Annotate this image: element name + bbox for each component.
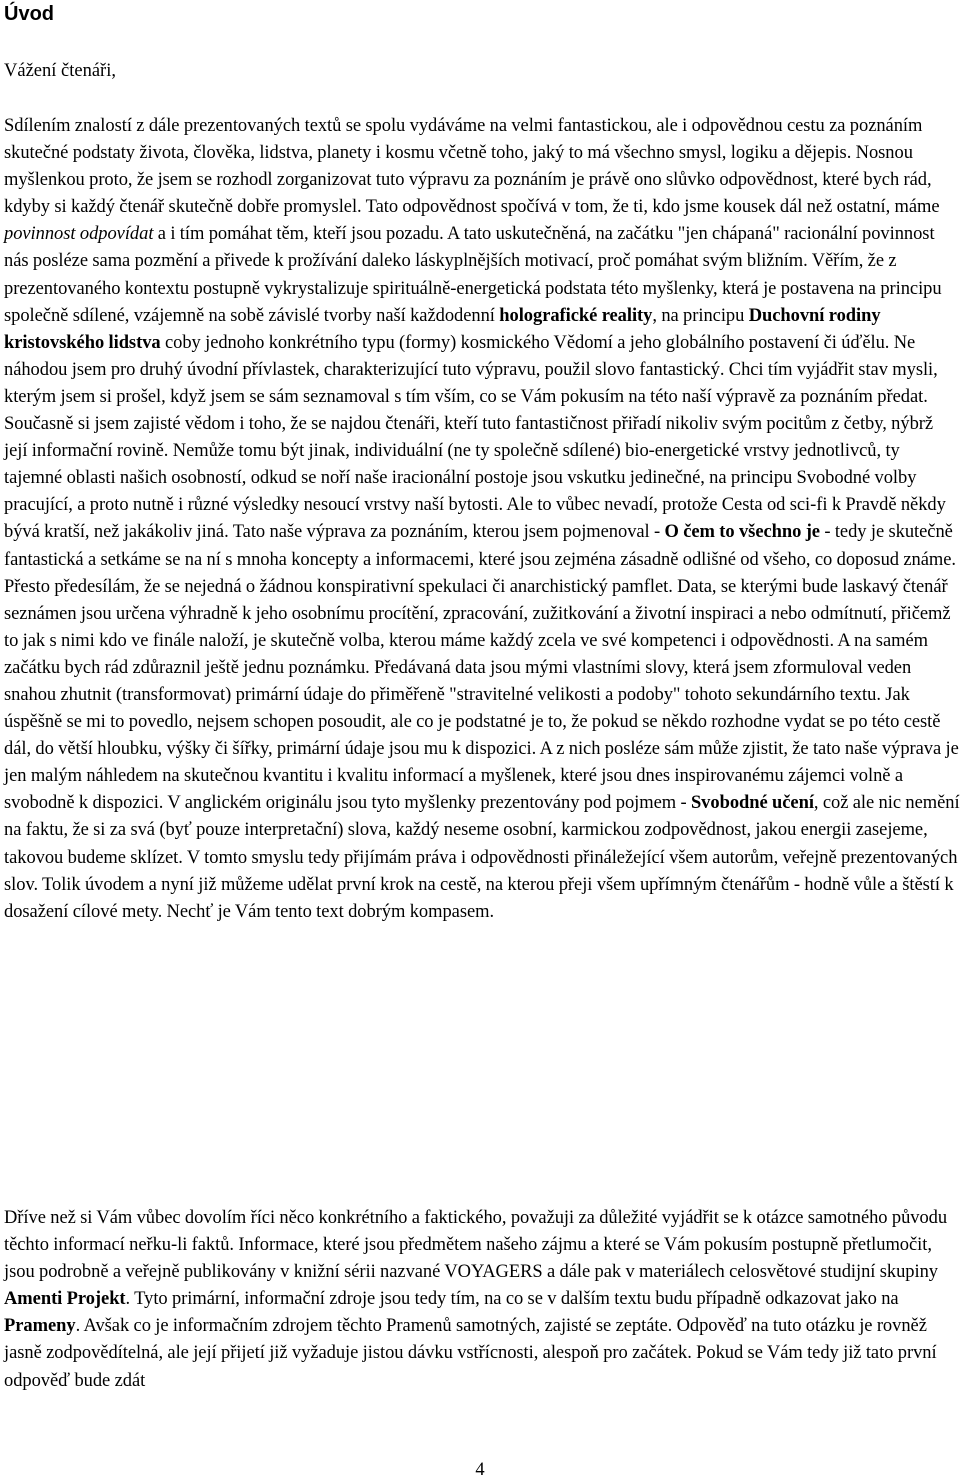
bold-term: Svobodné učení [690, 793, 814, 814]
text-run: a i tím pomáhat těm, kteří jsou pozadu. A tato uskutečněná, na začátku "jen chápaná" racionální povinnost nás posléze sama pozmění a přivede k prožívání daleko láskyplnějších motivací, proč pomáhat svým bližním. Věřím, že z prezentovaného kontextu postupně vykrystalizuje spirituálně-energetická podstata této myšlenky, která je postavena na principu společně sdílené, vzájemně na sobě závislé tvorby naší každodenní [4, 224, 942, 326]
text-run: - tedy je skutečně fantastická a setkáme se na ní s mnoha koncepty a informacemi, které jsou zejména zásadně odlišné od všeho, co doposud známe. Přesto předesílám, že se nejedná o žádnou konspirativní spekulaci či anarchistický pamflet. Data, se kterými bude laskavý čtenář seznámen jsou určena výhradně k jeho osobnímu procítění, zpracování, zužitkování a životní inspiraci a nebo odmítnutí, přičemž to jak s nimi kdo ve finále naloží, je skutečně volba, kterou máme každý zcela ve své kompetenci i odpovědnosti. A na samém začátku bych rád zdůraznil ještě jednu poznámku. Předávaná data jsou mými vlastními slovy, která jsem zformuloval veden snahou zhutnit (transformovat) primární údaje do přiměřeně "stravitelné velikosti a podoby" tohoto sekundárního textu. Jak úspěšně se mi to povedlo, nejsem schopen posoudit, ale co je podstatné je to, že pokud se někdo rozhodne vydat se po této cestě dál, do větší hloubku, výšky či šířky, primární údaje jsou mu k dispozici. A z nich posléze sám může zjistit, že tato naše výprava je jen malým náhledem na skutečnou kvantitu i kvalitu informací a myšlenek, které jsou dnes inspirovanému zájemci volně a svobodně k dispozici. V anglickém originálu jsou tyto myšlenky prezentovány pod pojmem - [4, 522, 959, 814]
bold-term: Duchovní rodiny kristovského lidstva [4, 305, 881, 353]
text-run: coby jednoho konkrétního typu (formy) kosmického Vědomí a jeho globálního postavení či úďělu. Ne náhodou jsem pro druhý úvodní přívlastek, charakterizující tuto výpravu, použil slovo fantastický. Chci tím vyjádřit stav mysli, kterým jsem si prošel, když jsem se sám seznamoval s tím vším, co se Vám pokusím na této naší výpravě za poznáním předat. Současně si jsem zajisté vědom i toho, že se najdou čtenáři, kteří tuto fantastičnost přiřadí nikoliv svým pocitům z četby, nýbrž její informační rovině. Nemůže tomu být jinak, individuální (ne ty společně sdílené) bio-energetické vrstvy jednotlivců, ty tajemné oblasti našich osobností, odkud se noří naše iracionální postoje jsou vskutku jedinečné, na principu Svobodné volby pracující, a proto nutně i různé výsledky nesoucí vrstvy naší bytosti. Ale to vůbec nevadí, protože Cesta od sci-fi k Pravdě někdy bývá kratší, než jakákoliv jiná. Tato naše výprava za poznáním, kterou jsem pojmenoval - [4, 332, 946, 543]
emphasis-text: povinnost odpovídat [4, 224, 154, 245]
bold-term: Prameny [4, 1316, 76, 1337]
text-run: Sdílením znalostí z dále prezentovaných textů se spolu vydáváme na velmi fantastickou, ale i odpovědnou cestu za poznáním skutečné podstaty života, člověka, lidstva, planety i kosmu včetně toho, jaký to má všechno smysl, logiku a dějepis. Nosnou myšlenkou proto, že jsem se rozhodl zorganizovat tuto výpravu za poznáním je právě ono slůvko odpovědnost, které bych rád, kdyby si každý čtenář skutečně dobře promyslel. Tato odpovědnost spočívá v tom, že ti, kdo jsme kousek dál než ostatní, máme [4, 116, 940, 218]
greeting: Vážení čtenáři, [4, 61, 116, 81]
bold-term: O čem to všechno je [664, 522, 820, 543]
text-run: , na principu [652, 305, 749, 326]
text-run: . Tyto primární, informační zdroje jsou tedy tím, na co se v dalším textu budu případně odkazovat jako na [125, 1289, 899, 1310]
text-run: , což ale nic nemění na faktu, že si za svá (byť pouze interpretační) slova, každý neseme osobní, karmickou zodpovědnost, jakou energii zasejeme, takovou budeme sklízet. V tomto smyslu tedy přijímám práva i odpovědnosti přináležející všem autorům, veřejně prezentovaných slov. Tolik úvodem a nyní již můžeme udělat první krok na cestě, na kterou přeji všem upřímným čtenářům - hodně vůle a štěstí k dosažení cílové mety. Nechť je Vám tento text dobrým kompasem. [4, 793, 960, 922]
paragraph-sources [4, 1205, 960, 1395]
page-number: 4 [475, 1460, 485, 1480]
text-run: Dříve než si Vám vůbec dovolím říci něco konkrétního a faktického, považuji za důležité vyjádřit se k otázce samotného původu těchto informací neřku-li faktů. Informace, které jsou předmětem našeho zájmu a které se Vám pokusím postupně přetlumočit, jsou podrobně a veřejně publikovány v knižní sérii nazvané VOYAGERS a dále pak v materiálech celosvětové studijní skupiny [4, 1208, 948, 1283]
bold-term: holografické reality [499, 305, 653, 326]
page-title: Úvod [4, 3, 54, 25]
paragraph-intro [4, 113, 960, 926]
text-run: . Avšak co je informačním zdrojem těchto Pramenů samotných, zajisté se zeptáte. Odpověď na tuto otázku je rovněž jasně zodpovědítelná, ale její přijetí již vyžaduje jistou dávku vstřícnosti, alespoň pro začátek. Pokud se Vám tedy již tato první odpověď bude zdát [4, 1316, 937, 1391]
bold-term: Amenti Projekt [4, 1289, 126, 1310]
